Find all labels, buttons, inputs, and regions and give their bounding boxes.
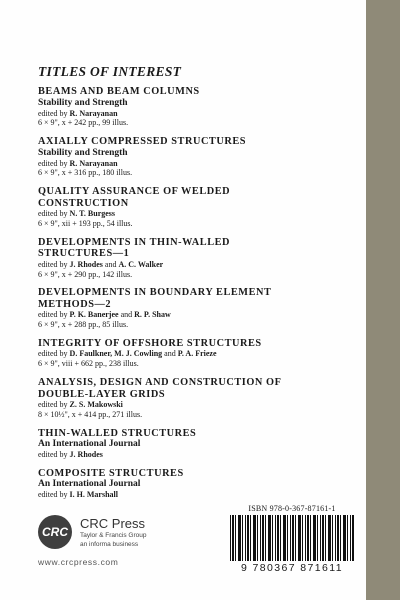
editor-prefix: edited by <box>38 259 68 269</box>
entry-title: AXIALLY COMPRESSED STRUCTURES <box>38 136 247 148</box>
entry-title: DEVELOPMENTS IN THIN-WALLED STRUCTURES—1 <box>38 236 231 260</box>
title-entry <box>38 186 358 229</box>
entry-title: QUALITY ASSURANCE OF WELDED CONSTRUCTION <box>38 186 231 209</box>
entry-subtitle: An International Journal <box>38 479 141 490</box>
cover-edge <box>366 0 400 600</box>
entry-editors <box>38 209 358 219</box>
editor-prefix: edited by <box>38 400 68 410</box>
barcode-digits: 9 780367 871611 <box>241 562 343 574</box>
title-entry <box>38 136 358 178</box>
title-entry <box>38 338 358 369</box>
title-entry <box>38 287 358 330</box>
editor-names: J. Rhodes <box>69 450 103 460</box>
entry-subtitle: Stability and Strength <box>38 97 128 108</box>
entry-details: 6 × 9", x + 316 pp., 180 illus. <box>38 168 133 178</box>
entry-title: ANALYSIS, DESIGN AND CONSTRUCTION OF DOUBLE-LAYER GRIDS <box>38 377 282 400</box>
titles-list <box>38 86 358 508</box>
entry-title: BEAMS AND BEAM COLUMNS <box>38 86 200 97</box>
entry-details: 6 × 9", xii + 193 pp., 54 illus. <box>38 218 133 228</box>
editor-prefix: edited by <box>38 158 68 168</box>
barcode-block <box>230 504 354 572</box>
title-entry <box>38 86 358 128</box>
editor-names-second: R. P. Shaw <box>134 310 171 320</box>
entry-details: 6 × 9", viii + 662 pp., 238 illus. <box>38 359 139 369</box>
isbn-label: ISBN 978-0-367-87161-1 <box>248 504 336 513</box>
entry-editors <box>38 109 358 119</box>
publisher-tagline: an informa business <box>80 541 139 548</box>
barcode-icon <box>230 515 354 561</box>
editor-names: R. Narayanan <box>69 108 118 118</box>
editor-prefix: edited by <box>38 450 68 460</box>
entry-details: 6 × 9", x + 290 pp., 142 illus. <box>38 269 133 279</box>
entry-details: 6 × 9", x + 288 pp., 85 illus. <box>38 320 129 330</box>
editor-prefix: edited by <box>38 490 68 500</box>
entry-editors <box>38 450 358 460</box>
editor-names-second: A. C. Walker <box>118 259 164 269</box>
entry-title: COMPOSITE STRUCTURES <box>38 467 184 479</box>
page-heading: TITLES OF INTEREST <box>38 64 182 79</box>
entry-editors <box>38 260 358 270</box>
crc-logo-icon: CRC <box>38 515 72 549</box>
editor-join: and <box>120 310 133 320</box>
editor-names: D. Faulkner, M. J. Cowling <box>69 349 163 359</box>
title-entry <box>38 468 358 500</box>
entry-title: DEVELOPMENTS IN BOUNDARY ELEMENT METHODS—2 <box>38 287 272 310</box>
entry-editors <box>38 400 358 410</box>
editor-prefix: edited by <box>38 209 68 219</box>
editor-join: and <box>164 349 176 359</box>
entry-title: THIN-WALLED STRUCTURES <box>38 427 197 439</box>
publisher-group: Taylor & Francis Group <box>80 532 147 539</box>
editor-names: Z. S. Makowski <box>69 400 123 410</box>
entry-subtitle: An International Journal <box>38 439 141 450</box>
editor-prefix: edited by <box>38 108 68 118</box>
entry-editors <box>38 349 358 359</box>
entry-subtitle: Stability and Strength <box>38 147 128 158</box>
editor-prefix: edited by <box>38 349 68 359</box>
entry-title: INTEGRITY OF OFFSHORE STRUCTURES <box>38 337 262 349</box>
editor-names: N. T. Burgess <box>69 209 116 219</box>
editor-names: P. K. Banerjee <box>69 310 119 320</box>
editor-prefix: edited by <box>38 310 68 320</box>
editor-names: R. Narayanan <box>69 158 118 168</box>
editor-join: and <box>104 259 117 269</box>
entry-editors <box>38 490 358 500</box>
editor-names: I. H. Marshall <box>69 490 118 500</box>
publisher-name: CRC Press <box>80 516 146 531</box>
title-entry <box>38 237 358 280</box>
editor-names-second: P. A. Frieze <box>177 349 217 359</box>
editor-names: J. Rhodes <box>69 259 103 269</box>
entry-details: 6 × 9", x + 242 pp., 99 illus. <box>38 118 129 128</box>
entry-editors <box>38 159 358 169</box>
publisher-url: www.crcpress.com <box>38 557 119 567</box>
entry-details: 8 × 10½", x + 414 pp., 271 illus. <box>38 409 143 419</box>
title-entry <box>38 428 358 460</box>
entry-editors <box>38 310 358 320</box>
title-entry <box>38 377 358 420</box>
publisher-logo <box>38 515 238 575</box>
